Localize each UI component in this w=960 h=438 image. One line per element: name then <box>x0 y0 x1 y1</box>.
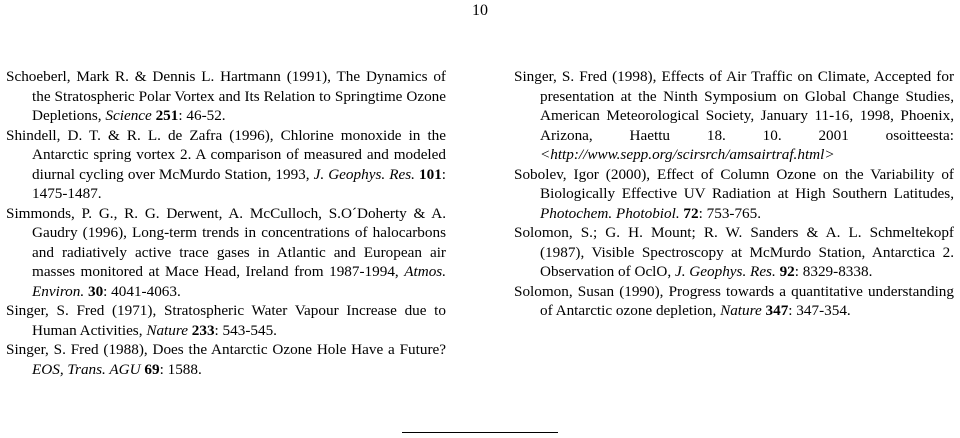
page-number: 10 <box>472 2 488 19</box>
ref-volume: 69 <box>144 360 160 378</box>
ref-volume: 251 <box>155 107 179 124</box>
ref-journal: Photochem. Photobiol. <box>540 204 680 222</box>
ref-text: Schoeberl, Mark R. & Dennis L. Hartmann (1991), The Dynamics of the Stratospheric Polar Vortex and Its Relation to Springtime Ozone Depletions, <box>6 68 446 124</box>
ref-volume: 101 <box>419 165 442 183</box>
ref-pages: : 347-354. <box>788 302 851 319</box>
ref-pages: : 46-52. <box>178 107 226 124</box>
ref-pages: : 1475-1487. <box>32 165 447 202</box>
ref-pages: : 1588. <box>159 360 202 378</box>
ref-text: Solomon, Susan (1990), Progress towards a quantitative understanding of Antarctic ozone depletion, <box>514 282 954 319</box>
ref-journal: Science <box>105 107 152 124</box>
ref-volume: 30 <box>87 282 104 300</box>
ref-volume: 233 <box>191 321 215 339</box>
ref-text: Singer, S. Fred (1971), Stratospheric Water Vapour Increase due to Human Activities, <box>6 302 446 339</box>
footnote-rule <box>402 432 558 433</box>
ref-pages: : 543-545. <box>214 321 277 339</box>
reference-column-right <box>514 67 954 321</box>
ref-text: Singer, S. Fred (1988), Does the Antarctic Ozone Hole Have a Future? <box>6 341 446 358</box>
reference-simmonds-1996 <box>6 204 446 302</box>
ref-text: Simmonds, P. G., R. G. Derwent, A. McCulloch, S.O´Doherty & A. Gaudry (1996), Long-term trends in concentrations of halocarbons and radiatively active trace gases in Atlantic and European air masses monitored at Mace Head, Ireland from 1987-1994, <box>6 204 446 280</box>
ref-journal: Atmos. Environ. <box>32 263 446 300</box>
ref-text: Shindell, D. T. & R. L. de Zafra (1996), Chlorine monoxide in the Antarctic spring vortex 2. A comparison of measured and modeled diurnal cycling over McMurdo Station, 1993, <box>6 126 446 183</box>
reference-solomon-1987 <box>514 223 954 282</box>
ref-journal: J. Geophys. Res. <box>674 263 776 280</box>
ref-pages: : 8329-8338. <box>794 263 873 280</box>
reference-singer-1971 <box>6 301 446 340</box>
reference-singer-1988 <box>6 340 446 379</box>
ref-volume: 72 <box>683 204 699 222</box>
ref-journal: Nature <box>146 321 188 339</box>
ref-text: Singer, S. Fred (1998), Effects of Air Traffic on Climate, Accepted for presentation at the Ninth Symposium on Global Change Studies, American Meteorological Society, January 11-16, 1998, Phoenix, Arizona, Haettu 18. 10. 2001 osoitteesta: <box>514 68 954 144</box>
ref-text: Sobolev, Igor (2000), Effect of Column Ozone on the Variability of Biologically Effective UV Radiation at High Southern Latitudes, <box>514 165 954 202</box>
ref-volume: 347 <box>765 302 789 319</box>
ref-pages: : 753-765. <box>698 204 762 222</box>
ref-text: Solomon, S.; G. H. Mount; R. W. Sanders & A. L. Schmeltekopf (1987), Visible Spectroscopy at McMurdo Station, Antarctica 2. Observation of OclO, <box>514 224 954 280</box>
reference-sobolev-2000 <box>514 165 954 224</box>
ref-volume: 92 <box>779 263 795 280</box>
ref-pages: : 4041-4063. <box>103 282 181 300</box>
ref-url: <http://www.sepp.org/scirsrch/amsairtraf.html> <box>540 146 835 163</box>
ref-journal: Nature <box>720 302 762 319</box>
reference-solomon-1990 <box>514 282 954 321</box>
ref-journal: EOS, Trans. AGU <box>32 360 141 378</box>
reference-shindell-1996 <box>6 126 446 204</box>
reference-schoeberl-1991 <box>6 67 446 126</box>
reference-singer-1998 <box>514 67 954 165</box>
reference-column-left <box>6 67 446 379</box>
ref-journal: J. Geophys. Res. <box>313 165 415 183</box>
